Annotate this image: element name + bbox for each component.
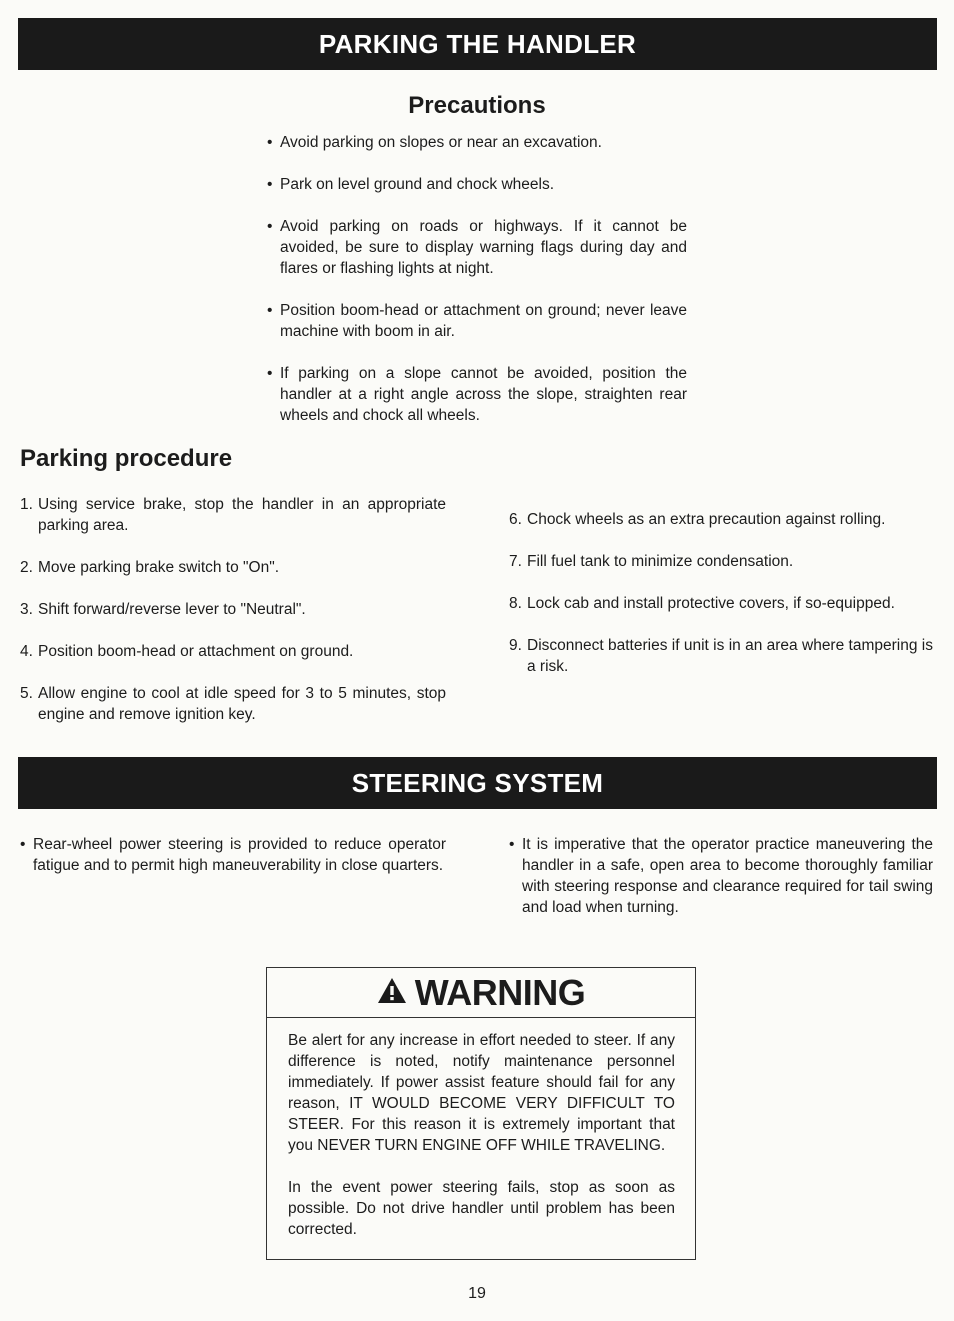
steering-right-column: [509, 834, 933, 918]
procedure-step: [20, 641, 446, 662]
procedure-step: [20, 557, 446, 578]
list-item: • Park on level ground and chock wheels.: [265, 174, 687, 195]
warning-box: [266, 967, 696, 1260]
section-title: STEERING SYSTEM: [351, 767, 604, 798]
step-text: Position boom-head or attachment on ground.: [38, 643, 354, 660]
step-number: 2.: [20, 559, 33, 576]
page-number: 19: [468, 1285, 486, 1302]
warning-paragraph: Be alert for any increase in effort needed to steer. If any difference is noted, notify maintenance personnel immediately. If power assist feature should fail for any reason, IT WOULD BECOME VERY DIFFICULT TO STEER. For this reason it is extremely important that you NEVER TURN ENGINE OFF WHILE TRAVELING.: [288, 1032, 675, 1154]
warning-title: WARNING: [414, 971, 586, 1013]
list-item: • Avoid parking on slopes or near an excavation.: [265, 132, 687, 153]
step-text: Chock wheels as an extra precaution against rolling.: [527, 511, 886, 528]
warning-triangle-icon: [377, 977, 407, 1009]
procedure-step: [20, 599, 446, 620]
list-item: • Avoid parking on roads or highways. If it cannot be avoided, be sure to display warning flags during day and flares or flashing lights at night.: [265, 216, 687, 279]
step-text: Allow engine to cool at idle speed for 3 to 5 minutes, stop engine and remove ignition key.: [38, 685, 446, 723]
precautions-heading: Precautions: [408, 92, 546, 119]
section-title: PARKING THE HANDLER: [318, 28, 637, 59]
procedure-step: [509, 635, 933, 677]
warning-body: [267, 1018, 695, 1240]
section-banner-parking: [18, 18, 937, 70]
step-text: Using service brake, stop the handler in an appropriate parking area.: [38, 496, 446, 534]
list-item: • If parking on a slope cannot be avoided, position the handler at a right angle across the slope, straighten rear wheels and chock all wheels.: [265, 363, 687, 426]
step-text: Shift forward/reverse lever to "Neutral".: [38, 601, 306, 618]
step-text: Disconnect batteries if unit is in an area where tampering is a risk.: [527, 637, 933, 675]
precautions-list: [265, 132, 687, 447]
step-number: 4.: [20, 643, 33, 660]
list-item: • Position boom-head or attachment on ground; never leave machine with boom in air.: [265, 300, 687, 342]
steering-left-column: [20, 834, 446, 876]
warning-paragraph: In the event power steering fails, stop as soon as possible. Do not drive handler until problem has been corrected.: [288, 1179, 675, 1238]
section-banner-steering: [18, 757, 937, 809]
warning-header: [267, 968, 695, 1018]
step-number: 7.: [509, 553, 522, 570]
step-number: 5.: [20, 685, 33, 702]
procedure-steps-left: [20, 494, 446, 746]
procedure-steps-right: [509, 509, 933, 698]
parking-procedure-heading: Parking procedure: [20, 445, 233, 472]
procedure-step: [509, 509, 933, 530]
step-text: Fill fuel tank to minimize condensation.: [527, 553, 794, 570]
step-text: Move parking brake switch to "On".: [38, 559, 280, 576]
procedure-step: [20, 683, 446, 725]
step-number: 1.: [20, 496, 33, 513]
step-number: 6.: [509, 511, 522, 528]
list-item: • It is imperative that the operator practice maneuvering the handler in a safe, open area to become thoroughly familiar with steering response and clearance required for tail swing and load when turning.: [509, 834, 933, 918]
list-item: • Rear-wheel power steering is provided to reduce operator fatigue and to permit high maneuverability in close quarters.: [20, 834, 446, 876]
procedure-step: [20, 494, 446, 536]
step-number: 9.: [509, 637, 522, 654]
procedure-step: [509, 593, 933, 614]
step-number: 8.: [509, 595, 522, 612]
step-number: 3.: [20, 601, 33, 618]
procedure-step: [509, 551, 933, 572]
step-text: Lock cab and install protective covers, if so-equipped.: [527, 595, 895, 612]
